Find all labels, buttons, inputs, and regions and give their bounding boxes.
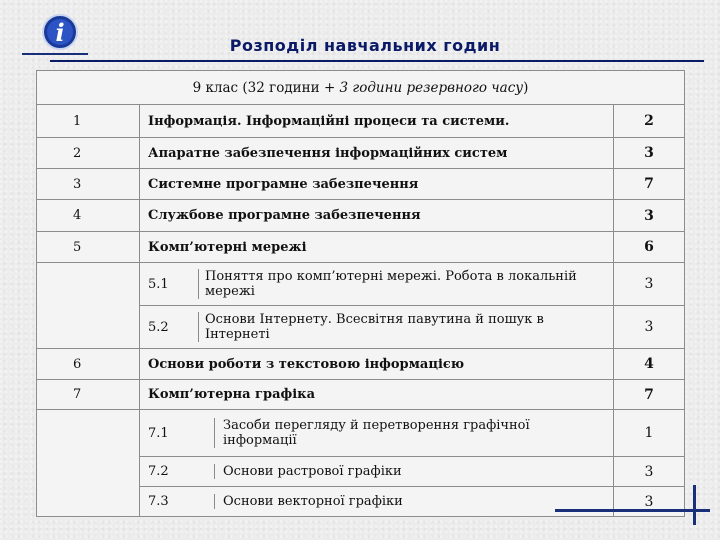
subtopic-row: 5.1 Поняття про комп’ютерні мережі. Робота в локальній мережі 3 [37, 263, 685, 306]
subtopic-title: Засоби перегляду й перетворення графічної інформації [215, 418, 614, 448]
subtopic-title: Основи векторної графіки [215, 494, 614, 509]
subtopic-number: 7.3 [140, 494, 215, 509]
corner-ornament-vertical [693, 485, 696, 525]
table-row: 1 Інформація. Інформаційні процеси та системи. 2 [37, 105, 685, 138]
table-row: 2 Апаратне забезпечення інформаційних систем 3 [37, 138, 685, 169]
subtopic-number: 5.2 [140, 312, 199, 342]
subtopic-number: 5.1 [140, 269, 199, 299]
table-row: 5 Комп’ютерні мережі 6 [37, 232, 685, 263]
page-title: Розподіл навчальних годин [229, 36, 501, 55]
table-row: 6 Основи роботи з текстовою інформацією 4 [37, 349, 685, 380]
corner-ornament-horizontal [555, 509, 710, 512]
subtopic-title: Основи Інтернету. Всесвітня павутина й пошук в Інтернеті [199, 312, 614, 342]
subtopic-number: 7.1 [140, 418, 215, 448]
subtopic-title: Поняття про комп’ютерні мережі. Робота в локальній мережі [199, 269, 614, 299]
subtopic-row: 5.2 Основи Інтернету. Всесвітня павутина й пошук в Інтернеті 3 [37, 306, 685, 349]
grade-header: 9 клас (32 години + 3 години резервного часу) [37, 71, 685, 105]
table-header-row [37, 71, 685, 105]
subtopic-row: 7.1 Засоби перегляду й перетворення графічної інформації 1 [37, 410, 685, 457]
svg-text:i: i [55, 18, 65, 47]
subtopic-row: 7.3 Основи векторної графіки 3 [37, 487, 685, 517]
title-underline [50, 60, 704, 62]
subtopic-title: Основи растрової графіки [215, 464, 614, 479]
table-row: 4 Службове програмне забезпечення 3 [37, 200, 685, 232]
table-row: 3 Системне програмне забезпечення 7 [37, 169, 685, 200]
subtopic-number: 7.2 [140, 464, 215, 479]
table-row: 7 Комп’ютерна графіка 7 [37, 380, 685, 410]
hours-distribution-table [36, 70, 685, 517]
subtopic-row: 7.2 Основи растрової графіки 3 [37, 457, 685, 487]
